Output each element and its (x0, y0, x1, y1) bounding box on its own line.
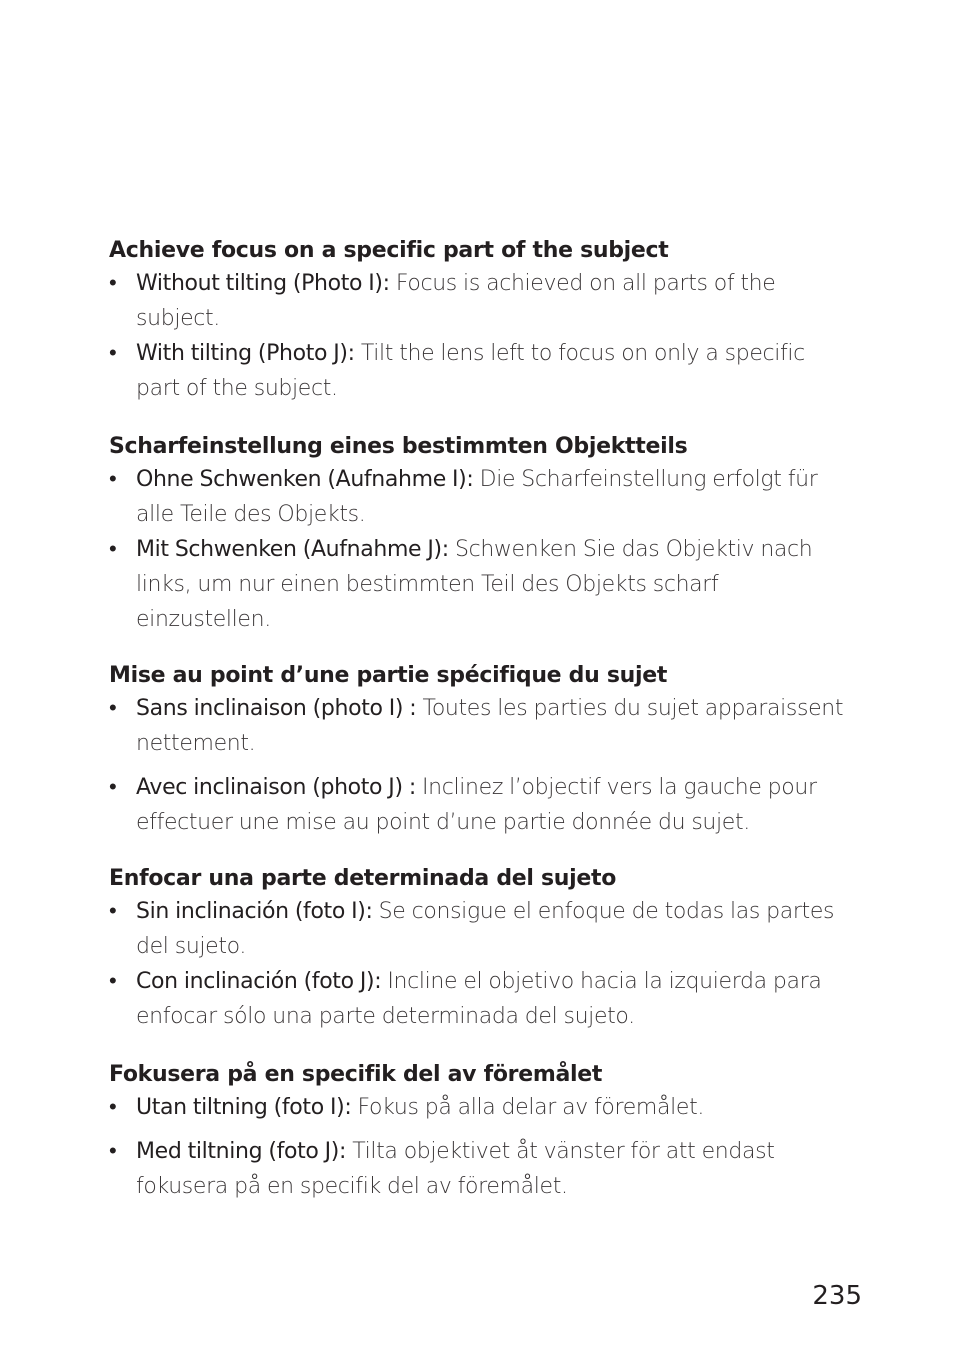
bullet-icon: • (109, 467, 117, 492)
item-text: Fokus på alla delar av föremålet. (351, 1095, 705, 1120)
section-heading: Fokusera på en specifik del av föremålet (109, 1062, 603, 1087)
bullet-icon: • (109, 1139, 117, 1164)
bullet-icon: • (109, 271, 117, 296)
list-item (109, 532, 845, 637)
bullet-icon: • (109, 775, 117, 800)
list-item (109, 462, 845, 532)
section-heading: Mise au point d’une partie spécifique du sujet (109, 663, 668, 688)
bullet-icon: • (109, 969, 117, 994)
bullet-list (109, 462, 845, 637)
bullet-list (109, 1090, 845, 1204)
list-item (109, 266, 845, 336)
list-item (109, 770, 845, 840)
list-item (109, 336, 845, 406)
section-heading: Scharfeinstellung eines bestimmten Objektteils (109, 434, 688, 459)
bullet-icon: • (109, 341, 117, 366)
item-text: Inclinez l’objectif vers la gauche pour effectuer une mise au point d’une partie donnée du sujet. (136, 775, 817, 835)
item-term: With tilting (Photo J): (136, 341, 355, 366)
item-text: Tilt the lens left to focus on only a specific part of the subject. (136, 341, 805, 401)
page-number: 235 (812, 1281, 862, 1311)
item-term: Sin inclinación (foto I): (136, 899, 373, 924)
section-spanish (109, 864, 845, 1034)
bullet-icon: • (109, 537, 117, 562)
section-swedish (109, 1060, 845, 1204)
section-heading: Enfocar una parte determinada del sujeto (109, 866, 617, 891)
list-item (109, 691, 845, 761)
item-text: Schwenken Sie das Objektiv nach links, um nur einen bestimmten Teil des Objekts scharf einzustellen. (136, 537, 813, 632)
page-content (109, 236, 845, 1204)
section-english (109, 236, 845, 406)
item-term: Avec inclinaison (photo J) : (136, 775, 416, 800)
list-item (109, 1090, 845, 1125)
item-term: Utan tiltning (foto I): (136, 1095, 352, 1120)
list-item (109, 894, 845, 964)
bullet-list (109, 894, 845, 1034)
item-text: Tilta objektivet åt vänster för att endast fokusera på en specifik del av föremålet. (136, 1139, 775, 1199)
item-text: Focus is achieved on all parts of the subject. (136, 271, 776, 331)
item-text: Incline el objetivo hacia la izquierda para enfocar sólo una parte determinada del sujeto. (136, 969, 822, 1029)
bullet-list (109, 266, 845, 406)
list-item (109, 964, 845, 1034)
section-heading: Achieve focus on a specific part of the subject (109, 238, 669, 263)
item-term: Con inclinación (foto J): (136, 969, 382, 994)
item-term: Ohne Schwenken (Aufnahme I): (136, 467, 474, 492)
section-french (109, 661, 845, 840)
bullet-icon: • (109, 899, 117, 924)
bullet-list (109, 691, 845, 840)
item-term: Mit Schwenken (Aufnahme J): (136, 537, 449, 562)
section-german (109, 432, 845, 637)
item-term: Sans inclinaison (photo I) : (136, 696, 417, 721)
item-text: Se consigue el enfoque de todas las partes del sujeto. (136, 899, 835, 959)
bullet-icon: • (109, 1095, 117, 1120)
item-term: Med tiltning (foto J): (136, 1139, 347, 1164)
item-text: Die Scharfeinstellung erfolgt für alle Teile des Objekts. (136, 467, 818, 527)
item-text: Toutes les parties du sujet apparaissent nettement. (136, 696, 844, 756)
list-item (109, 1134, 845, 1204)
bullet-icon: • (109, 696, 117, 721)
item-term: Without tilting (Photo I): (136, 271, 390, 296)
